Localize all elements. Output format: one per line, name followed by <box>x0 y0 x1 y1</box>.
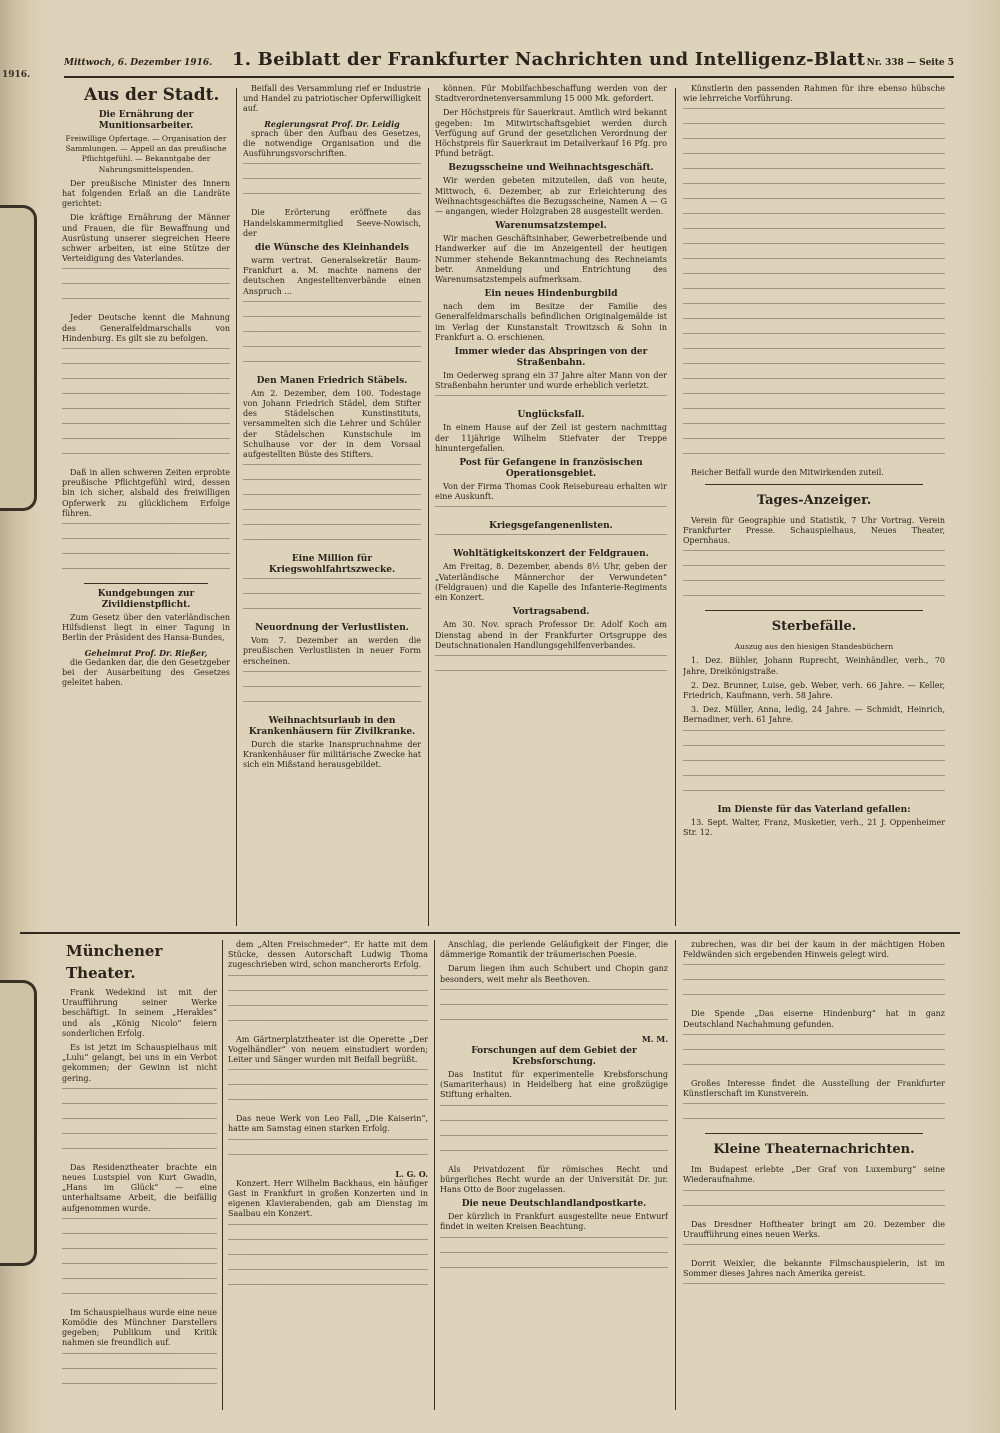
paragraph: Im Budapest erlebte „Der Graf von Luxemburg“ seine Wiederaufnahme. <box>683 1165 945 1185</box>
paragraph: Wir werden gebeten mitzuteilen, daß von heute, Mittwoch, 6. Dezember, ab zur Erleichterung des Weihnachtsgeschäftes die Bezugsscheine, Namen A — G — angangen, wieder Holzgraben 28 ausgestellt werden. <box>435 176 667 217</box>
text-gap <box>683 423 945 432</box>
text-gap <box>683 213 945 222</box>
paragraph: Zum Gesetz über den vaterländischen Hilfsdienst liegt in einer Tagung in Berlin der Präsident des Hansa-Bundes, <box>62 613 230 643</box>
column-rule <box>236 88 237 926</box>
headline-verlustlisten: Neuordnung der Verlustlisten. <box>255 623 409 634</box>
headline-warenumsatzstempel: Warenumsatzstempel. <box>495 221 607 232</box>
headline-kriegsgefangenenlisten: Kriegsgefangenenlisten. <box>489 521 613 532</box>
text-gap <box>62 1118 217 1127</box>
text-gap <box>683 258 945 267</box>
text-gap <box>62 553 230 562</box>
paragraph: Die Spende „Das eiserne Hindenburg“ hat in ganz Deutschland Nachahmung gefunden. <box>683 1009 945 1029</box>
headline-gefallen: Im Dienste für das Vaterland gefallen: <box>717 804 911 815</box>
text-gap <box>683 108 945 117</box>
speaker-name: Geheimrat Prof. Dr. Rießer, <box>84 647 208 658</box>
text-gap <box>243 593 421 602</box>
paragraph: Das neue Werk von Leo Fall, „Die Kaiserin“, hatte am Samstag einen starken Erfolg. <box>228 1114 428 1134</box>
text-gap <box>440 1237 668 1246</box>
text-gap <box>62 1278 217 1287</box>
headline-kleinhandel: die Wünsche des Kleinhandels <box>255 243 409 254</box>
text-gap <box>243 193 421 202</box>
text-gap <box>62 1263 217 1272</box>
paragraph: 3. Dez. Müller, Anna, ledig, 24 Jahre. — Schmidt, Heinrich, Bernadiner, verh. 61 Jahre. <box>683 705 945 725</box>
section-title-aus-der-stadt: Aus der Stadt. <box>84 85 220 105</box>
paragraph: Großes Interesse findet die Ausstellung der Frankfurter Künstlerschaft im Kunstverein. <box>683 1078 945 1099</box>
paragraph: Von der Firma Thomas Cook Reisebureau erhalten wir eine Auskunft. <box>435 482 667 502</box>
divider <box>705 484 923 485</box>
text-gap <box>683 378 945 387</box>
page-number: Nr. 338 — Seite 5 <box>866 58 954 68</box>
paragraph: Als Privatdozent für römisches Recht und bürgerliches Recht wurde an der Universität Dr. jur. Hans Otto de Boor zugelassen. <box>440 1164 668 1195</box>
text-gap <box>62 438 230 447</box>
text-gap <box>62 568 230 577</box>
text-gap <box>243 578 421 587</box>
text-gap <box>683 168 945 177</box>
column-3 <box>435 84 667 926</box>
text-gap <box>243 301 421 310</box>
text-gap <box>228 1239 428 1248</box>
column-2 <box>243 84 421 926</box>
paragraph: Im Oederweg sprang ein 37 Jahre alter Mann von der Straßenbahn herunter und wurde erheblich verletzt. <box>435 371 667 391</box>
text-gap <box>62 538 230 547</box>
paragraph: Das Institut für experimentelle Krebsforschung (Samariterhaus) in Heidelberg hat eine großzügige Stiftung erhalten. <box>440 1070 668 1100</box>
paragraph: In einem Hause auf der Zeil ist gestern nachmittag der 11jährige Wilhelm Stiefvater der Treppe hinuntergefallen. <box>435 423 667 453</box>
text-gap <box>683 348 945 357</box>
text-gap <box>440 1105 668 1114</box>
text-gap <box>228 1269 428 1278</box>
text-gap <box>62 393 230 402</box>
paragraph: können. Für Mobilfachbeschaffung werden von der Stadtverordnetenversammlung 15 000 Mk. gefordert. <box>435 84 667 104</box>
column-rule <box>428 88 429 926</box>
paragraph: Wir machen Geschäftsinhaber, Gewerbetreibende und Handwerker auf die im Anzeigenteil der heutigen Nummer stehende Bekanntmachung des Rechneiamts betr. Anmeldung und Entrichtung des Warenumsatzstempels aufmerksam. <box>435 234 667 285</box>
text-gap <box>243 509 421 518</box>
divider <box>705 610 923 611</box>
divider <box>84 583 208 584</box>
column-rule <box>434 940 435 1410</box>
headline-kriegswohlfahrt: Eine Million für Kriegswohlfahrtszwecke. <box>268 554 396 576</box>
text-gap <box>228 1284 428 1293</box>
text-gap <box>62 283 230 292</box>
text-gap <box>62 1103 217 1112</box>
text-gap <box>683 775 945 784</box>
issue-date: Mittwoch, 6. Dezember 1916. <box>64 58 213 68</box>
text-gap <box>683 964 945 973</box>
text-gap <box>683 408 945 417</box>
text-gap <box>243 464 421 473</box>
text-gap <box>683 580 945 589</box>
paragraph: Konzert. Herr Wilhelm Backhaus, ein häufiger Gast in Frankfurt in großen Konzerten und in eigenen Klavierabenden, gab am Dienstag im Saalbau ein Konzert. <box>228 1178 428 1219</box>
paragraph: Am Gärtnerplatztheater ist die Operette „Der Vogelhändler“ von neuem einstudiert worden; Leiter und Sänger wurden mit Beifall begrüßt. <box>228 1034 428 1065</box>
text-gap <box>62 1368 217 1377</box>
paragraph: Reicher Beifall wurde den Mitwirkenden zuteil. <box>691 468 884 478</box>
text-gap <box>62 348 230 357</box>
speaker-name: Regierungsrat Prof. Dr. Leidig <box>264 118 400 129</box>
text-gap <box>683 565 945 574</box>
paragraph: Im Schauspielhaus wurde eine neue Komödie des Münchner Darstellers gegeben; Publikum und Kritik nahmen sie freundlich auf. <box>62 1307 217 1348</box>
paragraph: Durch die starke Inanspruchnahme der Krankenhäuser für militärische Zwecke hat sich ein Mißstand herausgebildet. <box>243 739 421 770</box>
text-gap <box>440 1267 668 1276</box>
text-gap <box>683 550 945 559</box>
text-gap <box>228 975 428 984</box>
headline-krebsforschung: Forschungen auf dem Gebiet der Krebsforschung. <box>471 1046 637 1068</box>
text-gap <box>683 333 945 342</box>
text-gap <box>62 378 230 387</box>
text-gap <box>243 163 421 172</box>
paragraph: Am 2. Dezember, dem 100. Todestage von Johann Friedrich Städel, dem Stifter des Städelschen Kunstinstituts, versammelten sich die Lehrer und Schüler der Städelschen Kunstschule im Schulhause vor der in dem Vorsaal aufgestellten Büste des Stifters. <box>243 388 421 460</box>
headline-wohltaetigkeitskonzert: Wohltätigkeitskonzert der Feldgrauen. <box>453 549 649 560</box>
paragraph: Beifall des Versammlung rief er Industrie und Handel zu patriotischer Opferwilligkeit auf. <box>243 84 421 114</box>
text-gap <box>440 1135 668 1144</box>
text-gap <box>683 228 945 237</box>
text-gap <box>243 539 421 548</box>
text-gap <box>62 523 230 532</box>
paragraph: 13. Sept. Walter, Franz, Musketier, verh., 21 J. Oppenheimer Str. 12. <box>683 817 945 837</box>
text-gap <box>683 123 945 132</box>
headline-ungluecksfall: Unglücksfall. <box>517 410 585 421</box>
divider <box>705 1133 923 1134</box>
paragraph: 2. Dez. Brunner, Luise, geb. Weber, verh. 66 Jahre. — Keller, Friedrich, Kaufmann, verh. 58 Jahre. <box>683 680 945 701</box>
text-gap <box>243 346 421 355</box>
text-gap <box>243 479 421 488</box>
text-gap <box>243 178 421 187</box>
text-gap <box>62 1148 217 1157</box>
headline-vortragsabend: Vortragsabend. <box>512 607 590 618</box>
paragraph: Vom 7. Dezember an werden die preußischen Verlustlisten in neuer Form erscheinen. <box>243 636 421 666</box>
text-gap <box>228 1254 428 1263</box>
subline-standesbuecher: Auszug aus den hiesigen Standesbüchern <box>734 642 894 652</box>
paragraph: Der preußische Minister des Innern hat folgenden Erlaß an die Landräte gerichtet: <box>62 178 230 209</box>
text-gap <box>683 318 945 327</box>
paragraph: Jeder Deutsche kennt die Mahnung des Generalfeldmarschalls von Hindenburg. Es gilt sie zu befolgen. <box>62 313 230 343</box>
edge-ornament-bottom <box>0 980 37 1266</box>
text-gap <box>243 671 421 680</box>
paragraph: Dorrit Weixler, die bekannte Filmschauspielerin, ist im Sommer dieses Jahres nach Amerika gereist. <box>683 1259 945 1279</box>
text-gap <box>62 1293 217 1302</box>
headline-krankenhaeuser: Weihnachtsurlaub in den Krankenhäusern für Zivilkranke. <box>248 715 416 737</box>
lower-column-2 <box>228 940 428 1410</box>
text-gap <box>62 1133 217 1142</box>
text-gap <box>683 288 945 297</box>
section-divider-rule <box>20 932 960 934</box>
paragraph: Der kürzlich in Frankfurt ausgestellte neue Entwurf findet in weiten Kreisen Beachtung. <box>440 1212 668 1232</box>
column-1 <box>62 84 230 926</box>
paragraph: Darum liegen ihm auch Schubert und Chopin ganz besonders, weit mehr als Beethoven. <box>440 964 668 984</box>
text-gap <box>243 331 421 340</box>
text-gap <box>435 670 667 679</box>
column-4 <box>683 84 945 926</box>
text-gap <box>683 153 945 162</box>
text-gap <box>435 655 667 664</box>
paragraph: Am 30. Nov. sprach Professor Dr. Adolf Koch am Dienstag abend in der Frankfurter Ortsgruppe des Deutschnationalen Handlungsgehilfenverbandes. <box>435 620 667 650</box>
text-gap <box>62 363 230 372</box>
text-gap <box>683 183 945 192</box>
headline-bezugsscheine: Bezugsscheine und Weihnachtsgeschäft. <box>448 163 654 174</box>
text-gap <box>683 363 945 372</box>
text-gap <box>683 393 945 402</box>
paragraph: Am Freitag, 8. Dezember, abends 8½ Uhr, geben der „Vaterländische Männerchor der Verwundeten“ (Feldgrauen) und die Kapelle des Infanterie-Regiments ein Konzert. <box>435 562 667 603</box>
section-title-muenchener-theater: Münchener Theater. <box>66 942 163 982</box>
headline-deutschlandpostkarte: Die neue Deutschlandlandpostkarte. <box>461 1199 647 1210</box>
text-gap <box>228 1099 428 1108</box>
text-gap <box>62 1383 217 1392</box>
text-gap <box>440 1150 668 1159</box>
text-gap <box>62 1248 217 1257</box>
paragraph: Frank Wedekind ist mit der Uraufführung seiner Werke beschäftigt. In seinem „Herakles“ und als „König Nicolo“ feiern sonderlichen Erfolg. <box>62 988 217 1038</box>
text-gap <box>440 1004 668 1013</box>
text-gap <box>683 760 945 769</box>
text-gap <box>683 1034 945 1043</box>
text-gap <box>683 453 945 462</box>
text-gap <box>440 989 668 998</box>
text-gap <box>683 1103 945 1112</box>
paragraph: 1. Dez. Bühler, Johann Ruprecht, Weinhändler, verh., 70 Jahre, Dreikönigstraße. <box>683 656 945 676</box>
text-gap <box>683 994 945 1003</box>
text-gap <box>243 701 421 710</box>
paragraph: Die Erörterung eröffnete das Handelskammermitglied Seeve-Nowisch, der <box>243 208 421 238</box>
paragraph: Die kräftige Ernährung der Männer und Frauen, die für Bewaffnung und Ausrüstung unserer siegreichen Heere schwer arbeiten, ist eine Stütze der Verteidigung des Vaterlandes. <box>62 213 230 264</box>
text-gap <box>435 534 667 543</box>
section-title-kleine-theaternachrichten: Kleine Theaternachrichten. <box>713 1142 915 1158</box>
paragraph: die Gedanken dar, die den Gesetzgeber bei der Ausarbeitung des Gesetzes geleitet haben. <box>62 657 230 688</box>
text-gap <box>228 1139 428 1148</box>
text-gap <box>683 1205 945 1214</box>
section-title-sterbefaelle: Sterbefälle. <box>771 619 857 635</box>
text-gap <box>683 745 945 754</box>
paragraph: dem „Alten Freischmeder“. Er hatte mit dem Stücke, dessen Autorschaft Ludwig Thoma zugeschrieben wird, schon mancherorts Erfolg. <box>228 940 428 970</box>
text-gap <box>228 1020 428 1029</box>
paragraph: Anschlag, die perlende Geläufigkeit der Finger, die dämmerige Romantik der träumerischen Poesie. <box>440 940 668 960</box>
text-gap <box>683 790 945 799</box>
text-gap <box>683 438 945 447</box>
text-gap <box>683 1064 945 1073</box>
text-gap <box>683 1190 945 1199</box>
paragraph: Verein für Geographie und Statistik, 7 Uhr Vortrag. Verein Frankfurter Presse. Schauspielhaus, Neues Theater, Opernhaus. <box>683 515 945 546</box>
text-gap <box>62 408 230 417</box>
text-gap <box>228 990 428 999</box>
text-gap <box>228 1084 428 1093</box>
column-rule <box>675 940 676 1410</box>
text-gap <box>683 1118 945 1127</box>
masthead <box>64 44 954 78</box>
headline-post-gefangene: Post für Gefangene in französischen Operationsgebiet. <box>459 458 643 480</box>
headline-zivildienstpflicht: Kundgebungen zur Zivildienstpflicht. <box>97 589 195 611</box>
paragraph: Das Residenztheater brachte ein neues Lustspiel von Kurt Gwadin, „Hans im Glück“ — eine unterhaltsame Arbeit, die beifällig aufgenommen wurde. <box>62 1162 217 1213</box>
lower-column-1 <box>62 940 217 1410</box>
text-gap <box>62 298 230 307</box>
paragraph: zubrechen, was dir bei der kaum in der mächtigen Hoben Feldwänden sich ergebenden Hinweis gelegt wird. <box>683 940 945 960</box>
subline-munitionsarbeiter: Freiwillige Opfertage. — Organisation der Sammlungen. — Appell an das preußische Pflichtgefühl. — Bekanntgabe der Nahrungsmittelspenden. <box>65 134 227 174</box>
text-gap <box>243 524 421 533</box>
paragraph: warm vertrat. Generalsekretär Baum-Frankfurt a. M. machte namens der deutschen Angestelltenverbände einen Anspruch ... <box>243 256 421 296</box>
headline-munitionsarbeiter: Die Ernährung der Munitionsarbeiter. <box>98 110 194 131</box>
author-initials: L. G. O. <box>395 1168 428 1179</box>
text-gap <box>62 1088 217 1097</box>
text-gap <box>683 730 945 739</box>
text-gap <box>440 1019 668 1028</box>
text-gap <box>228 1154 428 1163</box>
headline-strassenbahn: Immer wieder das Abspringen von der Straßenbahn. <box>454 347 648 369</box>
text-gap <box>62 423 230 432</box>
text-gap <box>683 273 945 282</box>
text-gap <box>62 1218 217 1227</box>
text-gap <box>683 979 945 988</box>
paragraph: Der Höchstpreis für Sauerkraut. Amtlich wird bekannt gegeben: Im Mitwirtschaftsgebiet werden durch Verfügung auf Grund der gesetzlichen Verordnung der Höchstpreis für Sauerkraut im Detailverkauf 16 Pfg. pro Pfund beträgt. <box>435 108 667 159</box>
previous-page-edge: 1916. <box>2 70 31 80</box>
text-gap <box>683 138 945 147</box>
text-gap <box>440 1252 668 1261</box>
text-gap <box>243 494 421 503</box>
paragraph: nach dem im Besitze der Familie des Generalfeldmarschalls befindlichen Originalgemälde ist im Verlag der Kunstanstalt Trowitzsch & Sohn in Frankfurt a. O. erschienen. <box>435 302 667 342</box>
text-gap <box>243 686 421 695</box>
lower-column-4 <box>683 940 945 1410</box>
headline-staedel: Den Manen Friedrich Stäbels. <box>256 375 408 386</box>
text-gap <box>62 1353 217 1362</box>
text-gap <box>228 1069 428 1078</box>
text-gap <box>440 1120 668 1129</box>
text-gap <box>435 506 667 515</box>
column-rule <box>675 88 676 926</box>
text-gap <box>243 608 421 617</box>
paragraph: Das Dresdner Hoftheater bringt am 20. Dezember die Uraufführung eines neuen Werks. <box>683 1219 945 1239</box>
headline-hindenburgbild: Ein neues Hindenburgbild <box>484 289 618 300</box>
text-gap <box>228 1224 428 1233</box>
author-initials: M. M. <box>641 1033 668 1044</box>
paragraph: sprach über den Aufbau des Gesetzes, die notwendige Organisation und die Ausführungsvorschriften. <box>243 128 421 159</box>
text-gap <box>243 361 421 370</box>
paragraph: Es ist jetzt im Schauspielhaus mit „Lulu“ gelangt, bei uns in ein Verbot gekommen; der Gewinn ist nicht gering. <box>62 1043 217 1083</box>
text-gap <box>683 595 945 604</box>
text-gap <box>683 1049 945 1058</box>
text-gap <box>683 1283 945 1292</box>
section-title-tages-anzeiger: Tages-Anzeiger. <box>756 492 872 508</box>
masthead-title: 1. Beiblatt der Frankfurter Nachrichten und Intelligenz-Blatt <box>232 49 866 70</box>
text-gap <box>62 453 230 462</box>
text-gap <box>683 198 945 207</box>
column-rule <box>222 940 223 1410</box>
text-gap <box>683 243 945 252</box>
text-gap <box>228 1005 428 1014</box>
lower-column-3 <box>440 940 668 1410</box>
paragraph: Künstlerin den passenden Rahmen für ihre ebenso hübsche wie lehrreiche Vorführung. <box>683 84 945 104</box>
text-gap <box>435 395 667 404</box>
text-gap <box>62 1233 217 1242</box>
text-gap <box>683 303 945 312</box>
paragraph: Daß in allen schweren Zeiten erprobte preußische Pflichtgefühl wird, dessen bin ich sicher, alsbald des freiwilligen Opferwerk zu glücklichem Erfolge führen. <box>62 468 230 518</box>
text-gap <box>62 268 230 277</box>
text-gap <box>683 1244 945 1253</box>
text-gap <box>243 316 421 325</box>
edge-ornament-top <box>0 205 37 511</box>
